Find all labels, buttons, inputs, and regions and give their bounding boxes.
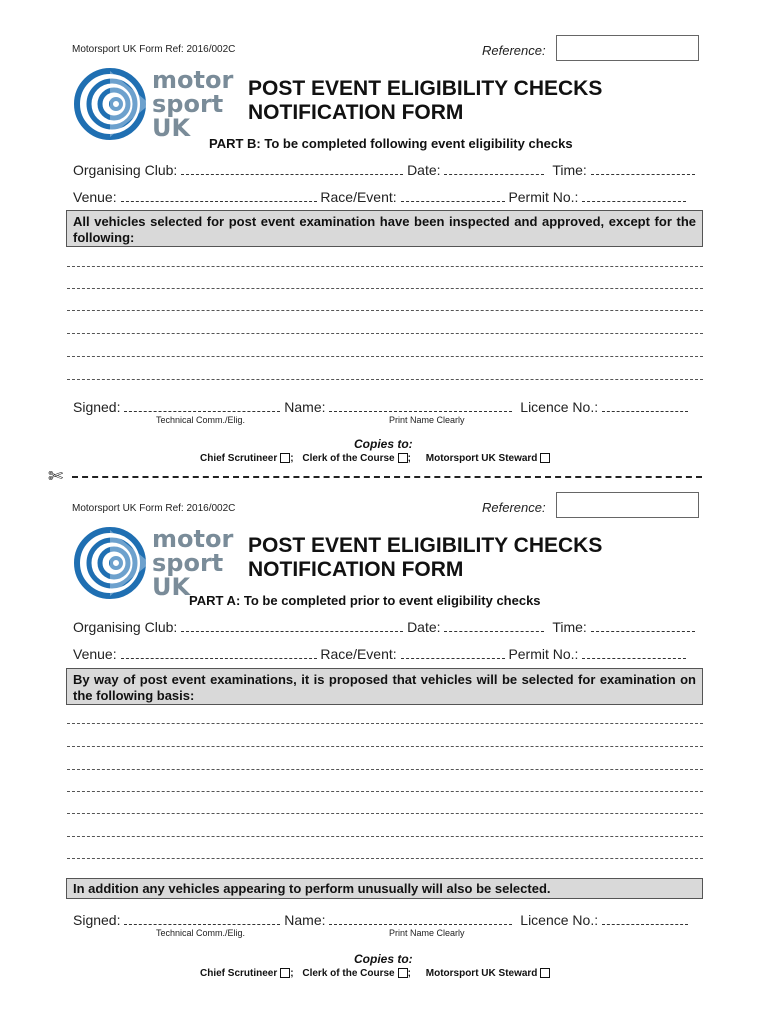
entry-line[interactable] — [67, 266, 703, 267]
cut-line — [72, 476, 702, 478]
steward-checkbox[interactable] — [540, 968, 550, 978]
venue-row — [73, 646, 686, 662]
separator: ; — [407, 453, 411, 464]
reference-label: Reference: — [482, 500, 546, 515]
clerk-of-course-checkbox[interactable] — [398, 453, 408, 463]
copies-heading: Copies to: — [354, 437, 413, 451]
name-input[interactable] — [329, 401, 512, 412]
title-line-2: NOTIFICATION FORM — [248, 558, 464, 581]
organising-club-row — [73, 619, 695, 635]
entry-line[interactable] — [67, 746, 703, 747]
steward-label: Motorsport UK Steward — [425, 453, 538, 464]
logo-text-uk: UK — [152, 573, 191, 601]
entry-line[interactable] — [67, 791, 703, 792]
separator: ; — [290, 968, 294, 979]
organising-club-input[interactable] — [181, 164, 403, 175]
reference-input[interactable] — [556, 492, 699, 518]
clerk-of-course-label: Clerk of the Course — [302, 453, 395, 464]
print-name-sublabel: Print Name Clearly — [389, 928, 465, 938]
time-label: Time: — [552, 162, 587, 178]
licence-no-input[interactable] — [602, 914, 688, 925]
name-input[interactable] — [329, 914, 512, 925]
licence-no-label: Licence No.: — [520, 912, 599, 928]
venue-label: Venue: — [73, 646, 117, 662]
licence-no-input[interactable] — [602, 401, 688, 412]
entry-line[interactable] — [67, 723, 703, 724]
organising-club-label: Organising Club: — [73, 162, 178, 178]
clerk-of-course-checkbox[interactable] — [398, 968, 408, 978]
logo-text-motor: motor — [152, 66, 234, 94]
technical-sublabel: Technical Comm./Elig. — [156, 928, 246, 938]
venue-row — [73, 189, 686, 205]
steward-label: Motorsport UK Steward — [425, 968, 538, 979]
name-label: Name: — [284, 912, 326, 928]
organising-club-input[interactable] — [181, 621, 403, 632]
reference-input[interactable] — [556, 35, 699, 61]
separator: ; — [290, 453, 294, 464]
time-input[interactable] — [591, 621, 695, 632]
copies-row — [200, 453, 550, 464]
form-ref: Motorsport UK Form Ref: 2016/002C — [72, 44, 236, 55]
race-event-input[interactable] — [401, 191, 505, 202]
permit-no-input[interactable] — [582, 648, 686, 659]
signed-input[interactable] — [124, 914, 280, 925]
form-title — [248, 534, 602, 582]
signed-label: Signed: — [73, 912, 121, 928]
steward-checkbox[interactable] — [540, 453, 550, 463]
licence-no-label: Licence No.: — [520, 399, 599, 415]
permit-no-label: Permit No.: — [508, 189, 579, 205]
print-name-sublabel: Print Name Clearly — [389, 415, 465, 425]
entry-line[interactable] — [67, 379, 703, 380]
name-label: Name: — [284, 399, 326, 415]
venue-input[interactable] — [121, 648, 317, 659]
chief-scrutineer-label: Chief Scrutineer — [200, 968, 278, 979]
reference-label: Reference: — [482, 43, 546, 58]
entry-line[interactable] — [67, 836, 703, 837]
part-a-additional: In addition any vehicles appearing to perform unusually will also be selected. — [66, 878, 703, 899]
venue-label: Venue: — [73, 189, 117, 205]
entry-line[interactable] — [67, 356, 703, 357]
signature-row — [73, 912, 688, 928]
date-label: Date: — [407, 619, 441, 635]
entry-line[interactable] — [67, 769, 703, 770]
clerk-of-course-label: Clerk of the Course — [302, 968, 395, 979]
part-b-statement: All vehicles selected for post event examination have been inspected and approved, except for the following: — [66, 210, 703, 247]
signed-label: Signed: — [73, 399, 121, 415]
entry-line[interactable] — [67, 333, 703, 334]
title-line-2: NOTIFICATION FORM — [248, 101, 464, 124]
copies-row — [200, 968, 550, 979]
chief-scrutineer-checkbox[interactable] — [280, 453, 290, 463]
title-line-1: POST EVENT ELIGIBILITY CHECKS — [248, 77, 603, 100]
entry-line[interactable] — [67, 288, 703, 289]
time-label: Time: — [552, 619, 587, 635]
entry-line[interactable] — [67, 813, 703, 814]
race-event-input[interactable] — [401, 648, 505, 659]
logo-text-sport: sport — [152, 90, 224, 118]
motorsport-uk-logo — [72, 64, 242, 144]
entry-line[interactable] — [67, 858, 703, 859]
venue-input[interactable] — [121, 191, 317, 202]
form-title — [248, 77, 602, 125]
part-b-heading: PART B: To be completed following event eligibility checks — [209, 136, 573, 151]
permit-no-input[interactable] — [582, 191, 686, 202]
form-ref: Motorsport UK Form Ref: 2016/002C — [72, 503, 236, 514]
date-input[interactable] — [444, 164, 544, 175]
chief-scrutineer-label: Chief Scrutineer — [200, 453, 278, 464]
separator: ; — [407, 968, 411, 979]
title-line-1: POST EVENT ELIGIBILITY CHECKS — [248, 534, 603, 557]
time-input[interactable] — [591, 164, 695, 175]
scissors-icon: ✄ — [48, 466, 64, 486]
entry-line[interactable] — [67, 310, 703, 311]
race-event-label: Race/Event: — [320, 189, 397, 205]
logo-text-sport: sport — [152, 549, 224, 577]
chief-scrutineer-checkbox[interactable] — [280, 968, 290, 978]
date-input[interactable] — [444, 621, 544, 632]
technical-sublabel: Technical Comm./Elig. — [156, 415, 246, 425]
signed-input[interactable] — [124, 401, 280, 412]
race-event-label: Race/Event: — [320, 646, 397, 662]
signature-row — [73, 399, 688, 415]
organising-club-label: Organising Club: — [73, 619, 178, 635]
part-a-heading: PART A: To be completed prior to event eligibility checks — [189, 593, 541, 608]
logo-text-uk: UK — [152, 114, 191, 142]
part-a-statement: By way of post event examinations, it is proposed that vehicles will be selected for examination on the following basis: — [66, 668, 703, 705]
permit-no-label: Permit No.: — [508, 646, 579, 662]
copies-heading: Copies to: — [354, 952, 413, 966]
date-label: Date: — [407, 162, 441, 178]
logo-text-motor: motor — [152, 525, 234, 553]
organising-club-row — [73, 162, 695, 178]
motorsport-uk-logo — [72, 523, 242, 603]
